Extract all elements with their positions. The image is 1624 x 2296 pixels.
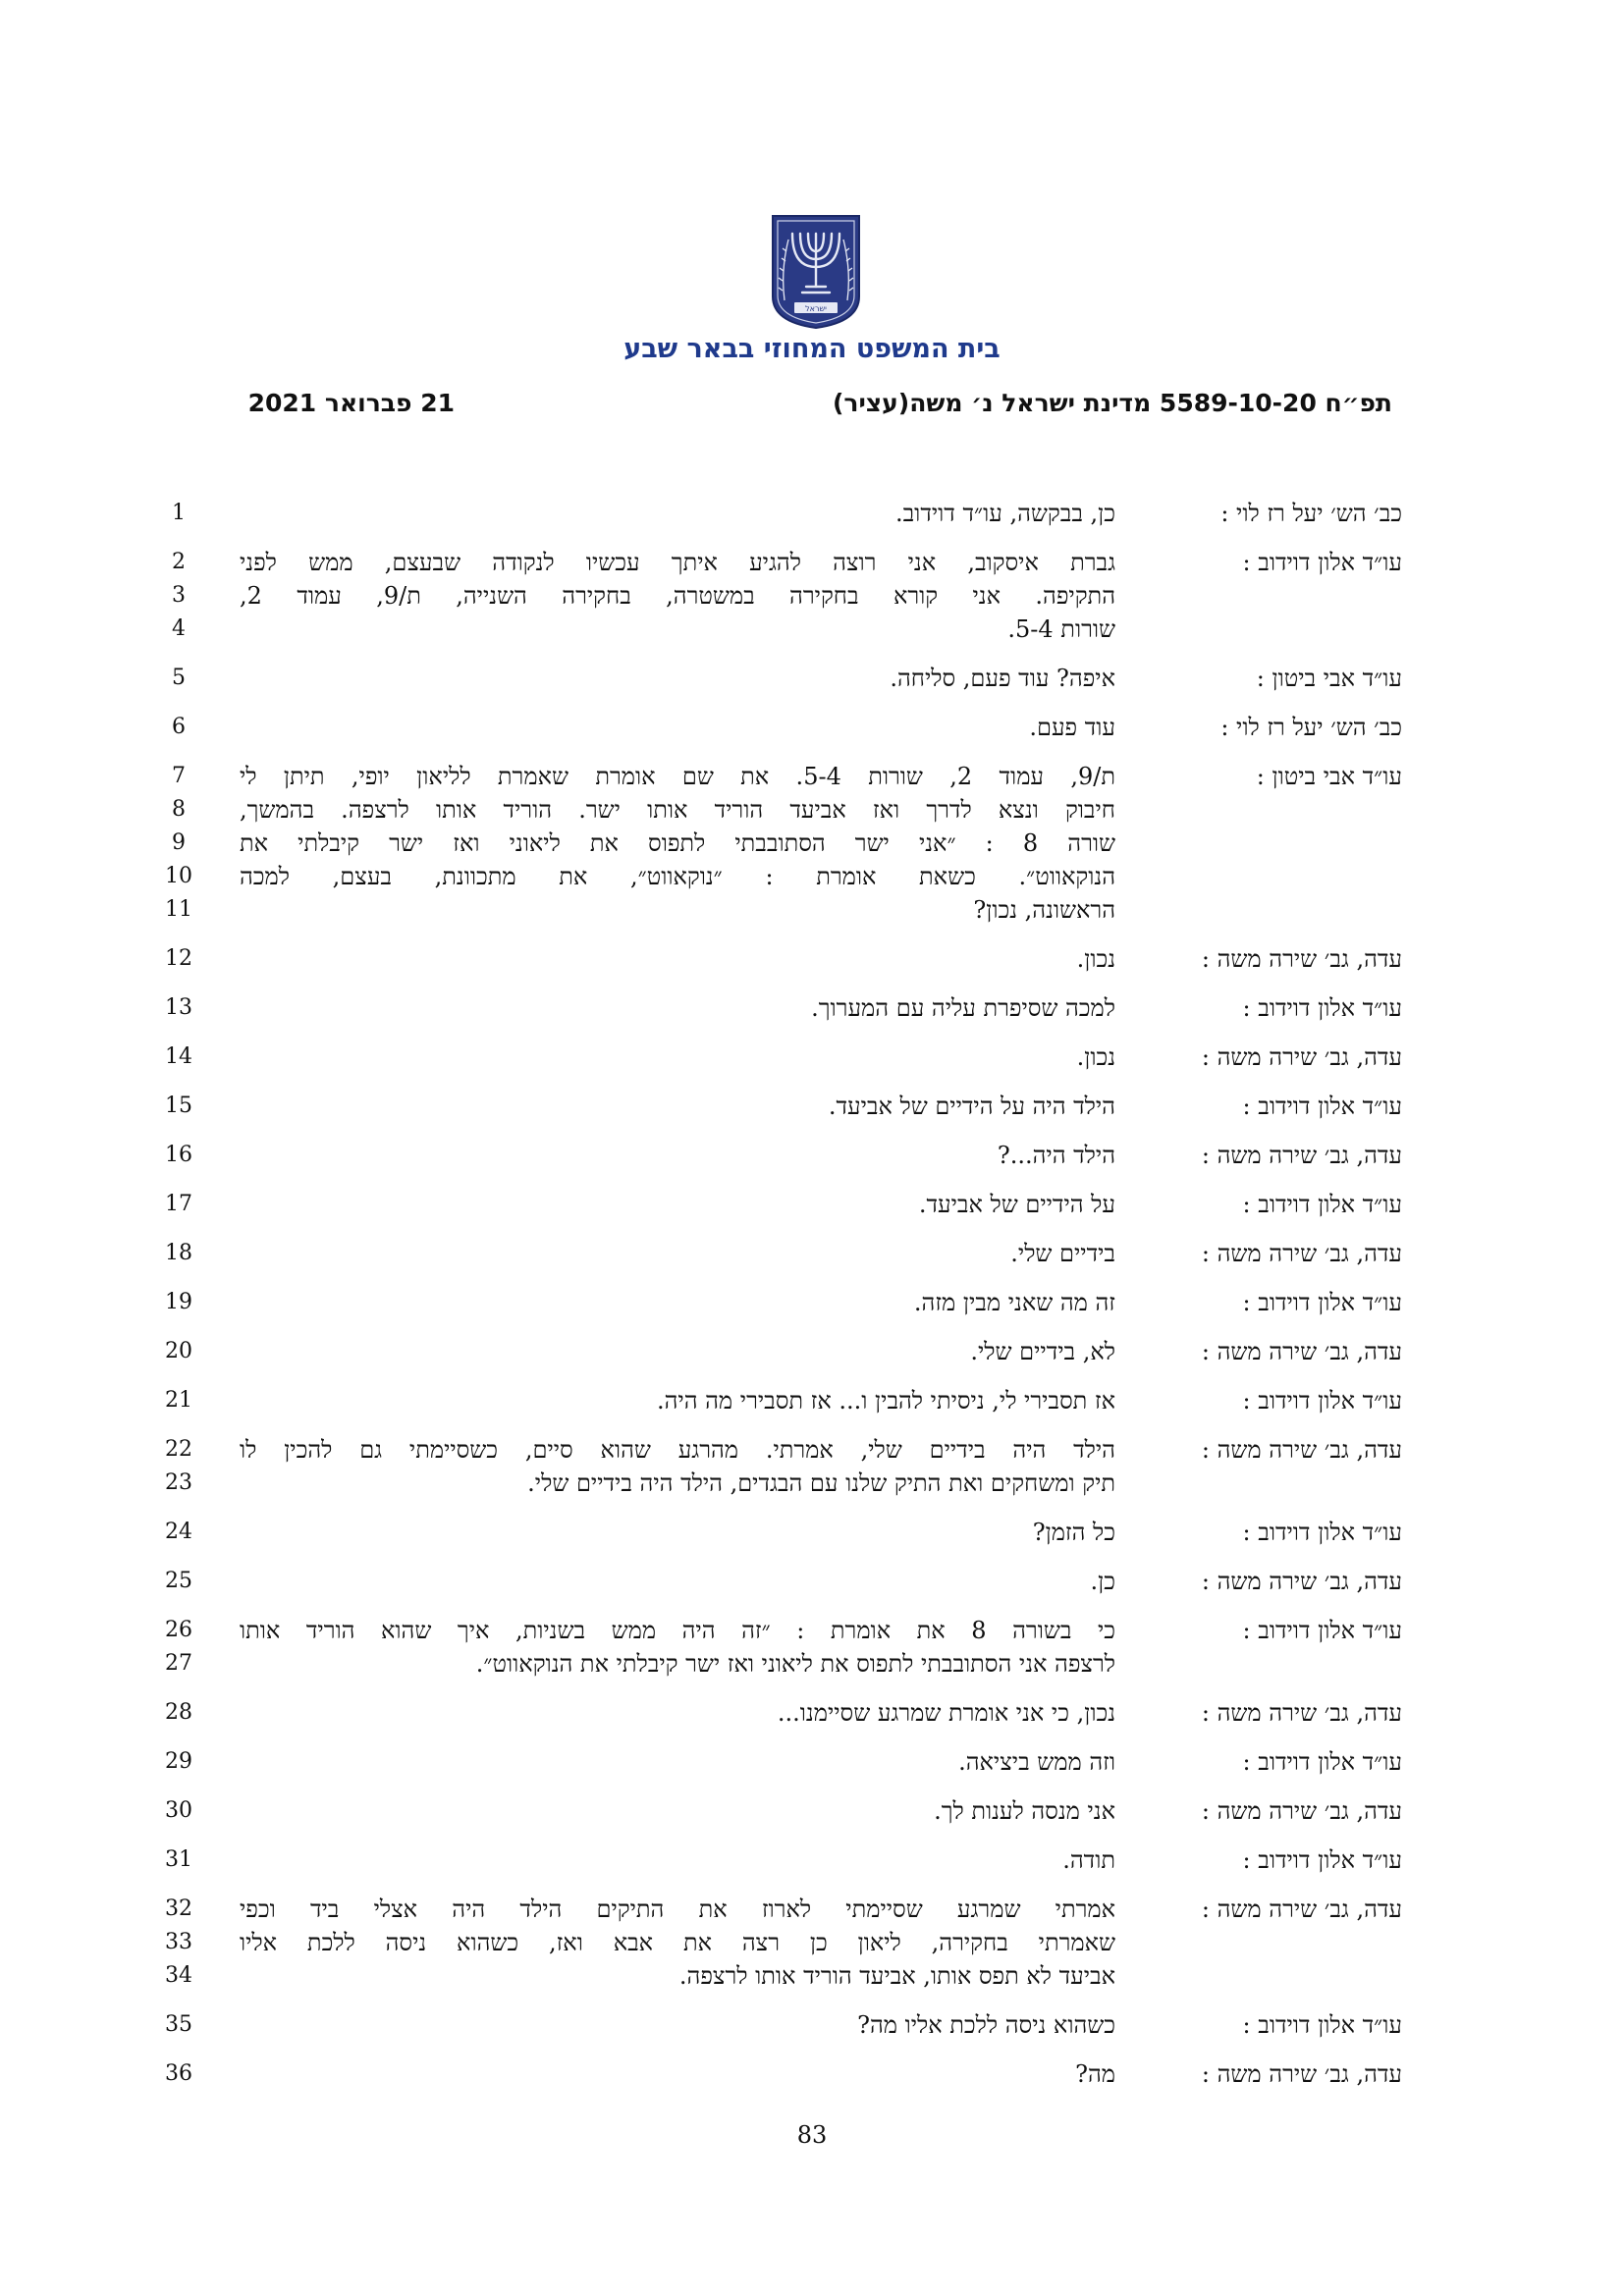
line-numbers bbox=[149, 1843, 208, 1877]
line-numbers bbox=[149, 991, 208, 1025]
line-numbers bbox=[149, 2057, 208, 2091]
line-numbers bbox=[149, 1565, 208, 1598]
speaker-label: עדה, גב׳ שירה משה : bbox=[1201, 1240, 1402, 1267]
utterance-text bbox=[240, 1794, 1115, 1828]
speaker-label: כב׳ הש׳ יעל רז לוי : bbox=[1220, 500, 1402, 527]
line-number: 20 bbox=[165, 1339, 192, 1363]
utterance-text bbox=[240, 1614, 1115, 1681]
utterance-text bbox=[240, 1696, 1115, 1730]
utterance-text bbox=[240, 1237, 1115, 1270]
state-emblem bbox=[769, 212, 863, 330]
utterance-line: למכה שסיפרת עליה עם המערוך. bbox=[811, 994, 1115, 1022]
case-title: תפ״ח 5589-10-20 מדינת ישראל נ׳ משה(עציר) bbox=[832, 389, 1392, 417]
line-number: 7 bbox=[172, 764, 186, 788]
utterance-line: מה? bbox=[1075, 2060, 1115, 2088]
utterance-line: אז תסבירי לי, ניסיתי להבין ו... אז תסבירי מה היה. bbox=[656, 1387, 1115, 1415]
line-number: 35 bbox=[165, 2012, 192, 2037]
line-number: 30 bbox=[165, 1798, 192, 1823]
utterance-line: הנוקאווט״. כשאת אומרת : ״נוקאווט״, את מתכוונת, בעצם, למכה bbox=[240, 863, 1115, 890]
utterance-line: זה מה שאני מבין מזה. bbox=[913, 1289, 1115, 1316]
line-number: 26 bbox=[165, 1618, 192, 1642]
utterance-text bbox=[240, 1286, 1115, 1319]
line-number: 4 bbox=[172, 616, 186, 641]
utterance-line: כשהוא ניסה ללכת אליו מה? bbox=[857, 2011, 1115, 2039]
speaker-label: עדה, גב׳ שירה משה : bbox=[1201, 1699, 1402, 1727]
utterance-text bbox=[240, 1384, 1115, 1417]
utterance-line: בידיים שלי. bbox=[1010, 1240, 1115, 1267]
line-number: 33 bbox=[165, 1930, 192, 1954]
line-numbers bbox=[149, 546, 208, 646]
emblem-text: ישראל bbox=[805, 304, 827, 313]
line-number: 8 bbox=[172, 797, 186, 822]
utterance-line: גברת איסקוב, אני רוצה להגיע איתך עכשיו לנקודה שבעצם, ממש לפני bbox=[240, 549, 1115, 576]
line-numbers bbox=[149, 1745, 208, 1779]
utterance-line: אמרתי שמרגע שסיימתי לארוז את התיקים הילד היה אצלי ביד וכפי bbox=[240, 1896, 1115, 1923]
speaker-label: עדה, גב׳ שירה משה : bbox=[1201, 1436, 1402, 1464]
line-number: 34 bbox=[165, 1963, 192, 1988]
utterance-line: ת/9, עמוד 2, שורות 5-4. את שם אומרת שאמרת לליאון יופי, תיתן לי bbox=[240, 763, 1116, 790]
line-number: 17 bbox=[165, 1192, 192, 1216]
line-numbers bbox=[149, 1433, 208, 1500]
speaker-label: עדה, גב׳ שירה משה : bbox=[1201, 1568, 1402, 1595]
line-number: 24 bbox=[165, 1520, 192, 1544]
utterance-line: תיק ומשחקים ואת התיק שלנו עם הבגדים, הילד היה בידיים שלי. bbox=[527, 1469, 1115, 1497]
speaker-label: עו״ד אלון דוידוב : bbox=[1242, 1846, 1402, 1874]
utterance-line: שורות 5-4. bbox=[1007, 615, 1115, 643]
utterance-text bbox=[240, 1335, 1115, 1368]
utterance-line: אני מנסה לענות לך. bbox=[934, 1797, 1115, 1825]
utterance-text bbox=[240, 1516, 1115, 1549]
utterance-text bbox=[240, 1139, 1115, 1172]
line-numbers bbox=[149, 1614, 208, 1681]
line-numbers bbox=[149, 1286, 208, 1319]
speaker-label: עדה, גב׳ שירה משה : bbox=[1201, 1797, 1402, 1825]
utterance-line: לרצפה אני הסתובבתי לתפוס את ליאוני ואז ישר קיבלתי את הנוקאווט״. bbox=[475, 1650, 1115, 1678]
line-number: 28 bbox=[165, 1700, 192, 1725]
utterance-line: וזה ממש ביציאה. bbox=[958, 1748, 1115, 1776]
utterance-line: הילד היה...? bbox=[997, 1142, 1115, 1169]
speaker-label: עדה, גב׳ שירה משה : bbox=[1201, 2060, 1402, 2088]
line-number: 11 bbox=[165, 897, 192, 922]
utterance-text bbox=[240, 1893, 1115, 1993]
utterance-line: על הידיים של אביעד. bbox=[918, 1191, 1115, 1218]
speaker-label: עו״ד אלון דוידוב : bbox=[1242, 1289, 1402, 1316]
speaker-label: עו״ד אלון דוידוב : bbox=[1242, 1387, 1402, 1415]
line-numbers bbox=[149, 1090, 208, 1123]
utterance-line: נכון. bbox=[1076, 945, 1115, 973]
line-number: 22 bbox=[165, 1437, 192, 1462]
speaker-label: עו״ד אלון דוידוב : bbox=[1242, 1093, 1402, 1120]
line-numbers bbox=[149, 1893, 208, 1993]
speaker-label: עו״ד אבי ביטון : bbox=[1256, 763, 1402, 790]
utterance-line: איפה? עוד פעם, סליחה. bbox=[890, 665, 1115, 692]
line-number: 10 bbox=[165, 864, 192, 888]
utterance-text bbox=[240, 497, 1115, 530]
line-number: 1 bbox=[172, 501, 186, 525]
speaker-label: עו״ד אלון דוידוב : bbox=[1242, 1748, 1402, 1776]
line-number: 6 bbox=[172, 715, 186, 739]
line-numbers bbox=[149, 1794, 208, 1828]
line-number: 23 bbox=[165, 1470, 192, 1495]
utterance-line: כן. bbox=[1090, 1568, 1115, 1595]
line-numbers bbox=[149, 1516, 208, 1549]
utterance-line: התקיפה. אני קורא בחקירה במשטרה, בחקירה השנייה, ת/9, עמוד 2, bbox=[240, 582, 1115, 610]
utterance-line: הילד היה על הידיים של אביעד. bbox=[828, 1093, 1115, 1120]
utterance-text bbox=[240, 1565, 1115, 1598]
utterance-text bbox=[240, 546, 1115, 646]
utterance-line: כן, בבקשה, עו״ד דוידוב. bbox=[894, 500, 1115, 527]
line-numbers bbox=[149, 1237, 208, 1270]
utterance-line: לא, בידיים שלי. bbox=[970, 1338, 1115, 1365]
speaker-label: עדה, גב׳ שירה משה : bbox=[1201, 1338, 1402, 1365]
utterance-line: נכון, כי אני אומרת שמרגע שסיימנו... bbox=[777, 1699, 1115, 1727]
utterance-text bbox=[240, 711, 1115, 744]
utterance-text bbox=[240, 2057, 1115, 2091]
utterance-line: נכון. bbox=[1076, 1043, 1115, 1071]
utterance-text bbox=[240, 1843, 1115, 1877]
utterance-line: תודה. bbox=[1062, 1846, 1115, 1874]
utterance-line: עוד פעם. bbox=[1029, 714, 1115, 741]
line-numbers bbox=[149, 1041, 208, 1074]
utterance-line: שאמרתי בחקירה, ליאון כן רצה את אבא ואז, כשהוא ניסה ללכת אליו bbox=[240, 1929, 1115, 1956]
line-number: 27 bbox=[165, 1651, 192, 1676]
speaker-label: עדה, גב׳ שירה משה : bbox=[1201, 1043, 1402, 1071]
line-number: 16 bbox=[165, 1143, 192, 1167]
line-number: 31 bbox=[165, 1847, 192, 1872]
utterance-line: הילד היה בידיים שלי, אמרתי. מהרגע שהוא סיים, כשסיימתי גם להכין לו bbox=[240, 1436, 1115, 1464]
speaker-label: כב׳ הש׳ יעל רז לוי : bbox=[1220, 714, 1402, 741]
speaker-label: עדה, גב׳ שירה משה : bbox=[1201, 1896, 1402, 1923]
line-numbers bbox=[149, 2008, 208, 2042]
speaker-label: עו״ד אלון דוידוב : bbox=[1242, 1191, 1402, 1218]
speaker-label: עו״ד אלון דוידוב : bbox=[1242, 994, 1402, 1022]
utterance-line: הראשונה, נכון? bbox=[973, 896, 1115, 924]
line-number: 32 bbox=[165, 1896, 192, 1921]
line-number: 9 bbox=[172, 830, 186, 855]
line-numbers bbox=[149, 662, 208, 695]
utterance-line: חיבוק ונצא לדרך ואז אביעד הוריד אותו ישר. הוריד אותו לרצפה. בהמשך, bbox=[240, 796, 1115, 824]
court-name: בית המשפט המחוזי בבאר שבע bbox=[623, 334, 1001, 364]
line-number: 14 bbox=[165, 1044, 192, 1069]
speaker-label: עו״ד אלון דוידוב : bbox=[1242, 1519, 1402, 1546]
speaker-label: עדה, גב׳ שירה משה : bbox=[1201, 1142, 1402, 1169]
line-numbers bbox=[149, 1384, 208, 1417]
line-numbers bbox=[149, 1188, 208, 1221]
utterance-text bbox=[240, 1433, 1115, 1500]
speaker-label: עו״ד אלון דוידוב : bbox=[1242, 549, 1402, 576]
speaker-label: עו״ד אלון דוידוב : bbox=[1242, 2011, 1402, 2039]
utterance-text bbox=[240, 991, 1115, 1025]
utterance-line: כל הזמן? bbox=[1032, 1519, 1115, 1546]
utterance-text bbox=[240, 1745, 1115, 1779]
line-number: 15 bbox=[165, 1094, 192, 1118]
line-number: 13 bbox=[165, 995, 192, 1020]
utterance-line: אביעד לא תפס אותו, אביעד הוריד אותו לרצפה. bbox=[678, 1962, 1115, 1990]
utterance-text bbox=[240, 1090, 1115, 1123]
line-numbers bbox=[149, 942, 208, 976]
utterance-line: כי בשורה 8 את אומרת : ״זה היה ממש בשניות, איך שהוא הוריד אותו bbox=[240, 1617, 1115, 1644]
utterance-text bbox=[240, 942, 1115, 976]
hearing-date: 21 פברואר 2021 bbox=[247, 389, 455, 417]
line-number: 21 bbox=[165, 1388, 192, 1413]
utterance-text bbox=[240, 1041, 1115, 1074]
line-numbers bbox=[149, 711, 208, 744]
line-number: 36 bbox=[165, 2061, 192, 2086]
line-numbers bbox=[149, 1696, 208, 1730]
line-number: 12 bbox=[165, 946, 192, 971]
line-numbers bbox=[149, 497, 208, 530]
line-number: 3 bbox=[172, 583, 186, 608]
line-number: 2 bbox=[172, 550, 186, 574]
line-number: 25 bbox=[165, 1569, 192, 1593]
line-number: 19 bbox=[165, 1290, 192, 1314]
line-number: 18 bbox=[165, 1241, 192, 1265]
line-numbers bbox=[149, 1139, 208, 1172]
utterance-line: שורה 8 : ״אני ישר הסתובבתי לתפוס את ליאוני ואז ישר קיבלתי את bbox=[240, 829, 1115, 857]
utterance-text bbox=[240, 662, 1115, 695]
utterance-text bbox=[240, 760, 1115, 927]
line-number: 5 bbox=[172, 666, 186, 690]
utterance-text bbox=[240, 1188, 1115, 1221]
speaker-label: עו״ד אלון דוידוב : bbox=[1242, 1617, 1402, 1644]
utterance-text bbox=[240, 2008, 1115, 2042]
speaker-label: עדה, גב׳ שירה משה : bbox=[1201, 945, 1402, 973]
speaker-label: עו״ד אבי ביטון : bbox=[1256, 665, 1402, 692]
line-numbers bbox=[149, 760, 208, 927]
page-number: 83 bbox=[796, 2121, 828, 2149]
line-number: 29 bbox=[165, 1749, 192, 1774]
line-numbers bbox=[149, 1335, 208, 1368]
